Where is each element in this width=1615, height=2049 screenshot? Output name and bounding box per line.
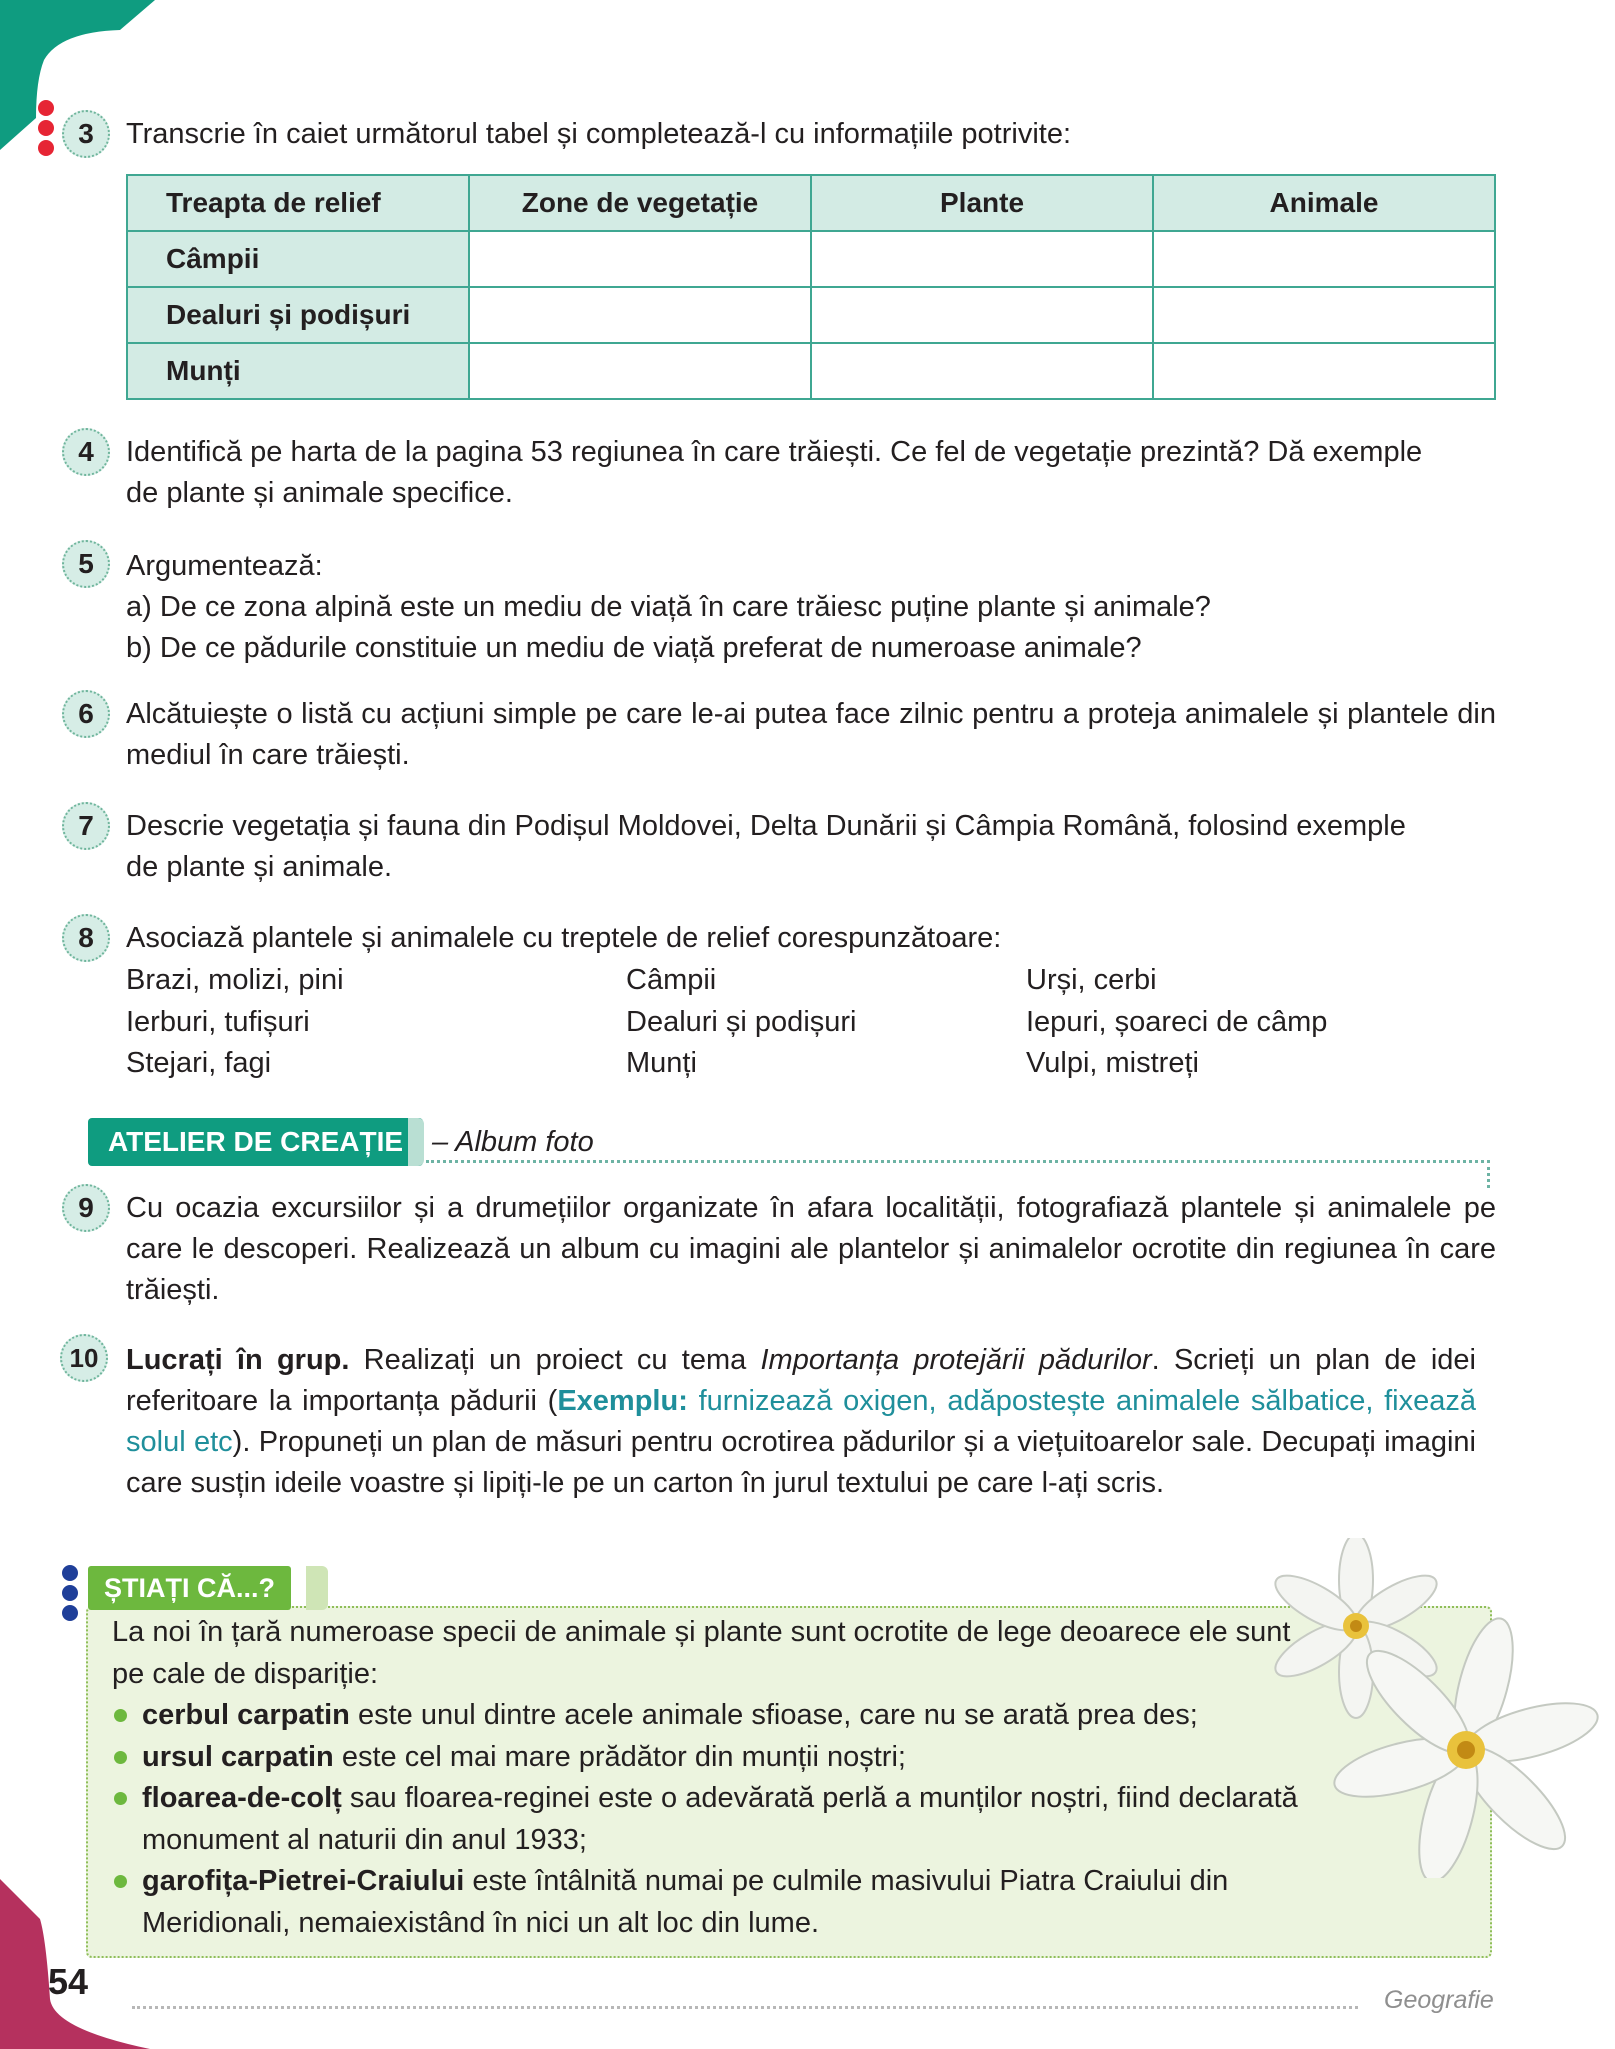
stiati-term: garofița-Pietrei-Craiului (142, 1865, 465, 1897)
exercise-9-text: Cu ocazia excursiilor și a drumețiilor organizate în afara localității, fotografiază plantele și animalele pe care le descoperi. Realizează un album cu imagini ale plantelor și animalelor ocrotite din regiunea în care trăiești. (126, 1192, 1496, 1306)
footer-dotted-line (132, 2006, 1358, 2009)
exercise-number-8: 8 (62, 914, 110, 962)
exercise-10-part: . Scrieți un plan de idei referitoare la importanța pădurii ( (126, 1344, 1476, 1417)
exercise-5-text (126, 546, 1506, 669)
list-item: Dealuri și podișuri (626, 1005, 857, 1038)
atelier-label: ATELIER DE CREAȚIE (88, 1118, 423, 1166)
table-cell-empty (469, 231, 811, 287)
list-item: Iepuri, șoareci de câmp (1026, 1005, 1328, 1038)
list-item: Vulpi, mistreți (1026, 1047, 1199, 1079)
exercise-number-5: 5 (62, 540, 110, 588)
table-cell-empty (1153, 287, 1495, 343)
exercise-3-prompt: Transcrie în caiet următorul tabel și completează-l cu informațiile potrivite: (126, 118, 1072, 150)
exercise-10-part: ). Propuneți un plan de măsuri pentru ocrotirea pădurilor și a viețuitoarelor sale. Decupați imagini care susțin ideile voastre și lipiți-le pe un carton în jurul textului pe care l-ați scris. (126, 1426, 1476, 1499)
table-cell-empty (811, 343, 1153, 399)
table-header-animals: Animale (1153, 175, 1495, 231)
exercise-7-line: de plante și animale. (126, 851, 392, 883)
list-item: Câmpii (626, 964, 717, 996)
stiati-text (112, 1612, 1302, 1944)
stiati-item-text: este cel mai mare prădător din munții noștri; (333, 1740, 906, 1773)
relief-table (126, 174, 1496, 400)
table-row-label: Munți (127, 343, 469, 399)
exercise-5-line: b) De ce pădurile constituie un mediu de viață preferat de numeroase animale? (126, 632, 1142, 664)
animals-column (1026, 960, 1327, 1085)
list-item: Urși, cerbi (1026, 964, 1157, 996)
list-item (112, 1695, 1302, 1737)
red-dots-icon (38, 100, 54, 156)
exercise-6-text: Alcătuiește o listă cu acțiuni simple pe care le-ai putea face zilnic pentru a proteja animalele și plantele din mediul în care trăiești. (126, 698, 1496, 771)
table-header-relief: Treapta de relief (127, 175, 469, 231)
list-item: Brazi, molizi, pini (126, 964, 344, 996)
exercise-10-example-text: furnizează oxigen, adăpostește animalele sălbatice, fixează solul etc (126, 1385, 1476, 1458)
exercise-4-text (126, 432, 1506, 514)
atelier-tab-decoration (408, 1118, 424, 1166)
stiati-term: ursul carpatin (142, 1740, 334, 1773)
exercise-number-6: 6 (62, 690, 110, 738)
exercise-7-text (126, 806, 1506, 888)
table-cell-empty (1153, 343, 1495, 399)
stiati-item-text: este unul dintre acele animale sfioase, care nu se arată prea des; (349, 1699, 1198, 1731)
table-header-plants: Plante (811, 175, 1153, 231)
table-row (127, 343, 1495, 399)
blue-dots-icon (62, 1565, 78, 1621)
exercise-5-line: a) De ce zona alpină este un mediu de viață în care trăiesc puține plante și animale? (126, 591, 1211, 623)
stiati-tab-decoration (306, 1566, 328, 1610)
table-cell-empty (1153, 231, 1495, 287)
list-item: Stejari, fagi (126, 1047, 272, 1079)
exercise-number-7: 7 (62, 802, 110, 850)
footer-subject: Geografie (1384, 1986, 1494, 2014)
exercise-number-3: 3 (62, 110, 110, 158)
atelier-dotted-end (1487, 1160, 1490, 1188)
table-cell-empty (469, 343, 811, 399)
list-item (112, 1737, 1302, 1779)
stiati-term: cerbul carpatin (142, 1699, 350, 1731)
exercise-10-topic: Importanța protejării pădurilor (760, 1344, 1152, 1376)
table-row (127, 231, 1495, 287)
list-item: Munți (626, 1047, 697, 1079)
relief-column (626, 960, 857, 1085)
exercise-5-line: Argumentează: (126, 550, 323, 582)
table-header-row (127, 175, 1495, 231)
list-item (112, 1778, 1302, 1861)
table-cell-empty (811, 231, 1153, 287)
exercise-10-part: Realizați un proiect cu tema (349, 1344, 761, 1376)
stiati-intro: La noi în țară numeroase specii de animale și plante sunt ocrotite de lege deoarece ele sunt pe cale de dispariție: (112, 1616, 1291, 1690)
table-header-vegetation: Zone de vegetație (469, 175, 811, 231)
list-item: Ierburi, tufișuri (126, 1005, 310, 1038)
stiati-list (112, 1695, 1302, 1944)
exercise-10-text (126, 1340, 1476, 1504)
table-row-label: Câmpii (127, 231, 469, 287)
exercise-number-9: 9 (62, 1184, 110, 1232)
plants-column (126, 960, 344, 1085)
exercise-number-10: 10 (60, 1334, 108, 1382)
stiati-item-text: sau floarea-reginei este o adevărată perlă a munților noștri, fiind declarată monument al naturii din anul 1933; (142, 1782, 1298, 1856)
atelier-subtitle: – Album foto (432, 1126, 594, 1158)
exercise-8-prompt: Asociază plantele și animalele cu treptele de relief corespunzătoare: (126, 922, 1002, 954)
table-cell-empty (811, 287, 1153, 343)
page-number: 54 (48, 1961, 89, 2002)
atelier-dotted-line (426, 1160, 1490, 1163)
exercise-4-line: Identifică pe harta de la pagina 53 regiunea în care trăiești. Ce fel de vegetație prezintă? Dă exemple (126, 436, 1423, 468)
list-item (112, 1861, 1302, 1944)
exercise-10-example-label: Exemplu: (557, 1385, 688, 1417)
table-row (127, 287, 1495, 343)
exercise-7-line: Descrie vegetația și fauna din Podișul Moldovei, Delta Dunării și Câmpia Română, folosind exemple (126, 810, 1406, 842)
stiati-label: ȘTIAȚI CĂ...? (88, 1566, 291, 1610)
exercise-4-line: de plante și animale specifice. (126, 477, 513, 509)
table-row-label: Dealuri și podișuri (127, 287, 469, 343)
edelweiss-flower-icon (1270, 1538, 1600, 1878)
table-cell-empty (469, 287, 811, 343)
stiati-term: floarea-de-colț (142, 1782, 342, 1814)
exercise-number-4: 4 (62, 428, 110, 476)
exercise-10-lead: Lucrați în grup. (126, 1344, 350, 1376)
stiati-item-text: este întâlnită numai pe culmile masivului Piatra Craiului din Meridionali, nemaiexistând în nici un alt loc din lume. (142, 1865, 1229, 1939)
